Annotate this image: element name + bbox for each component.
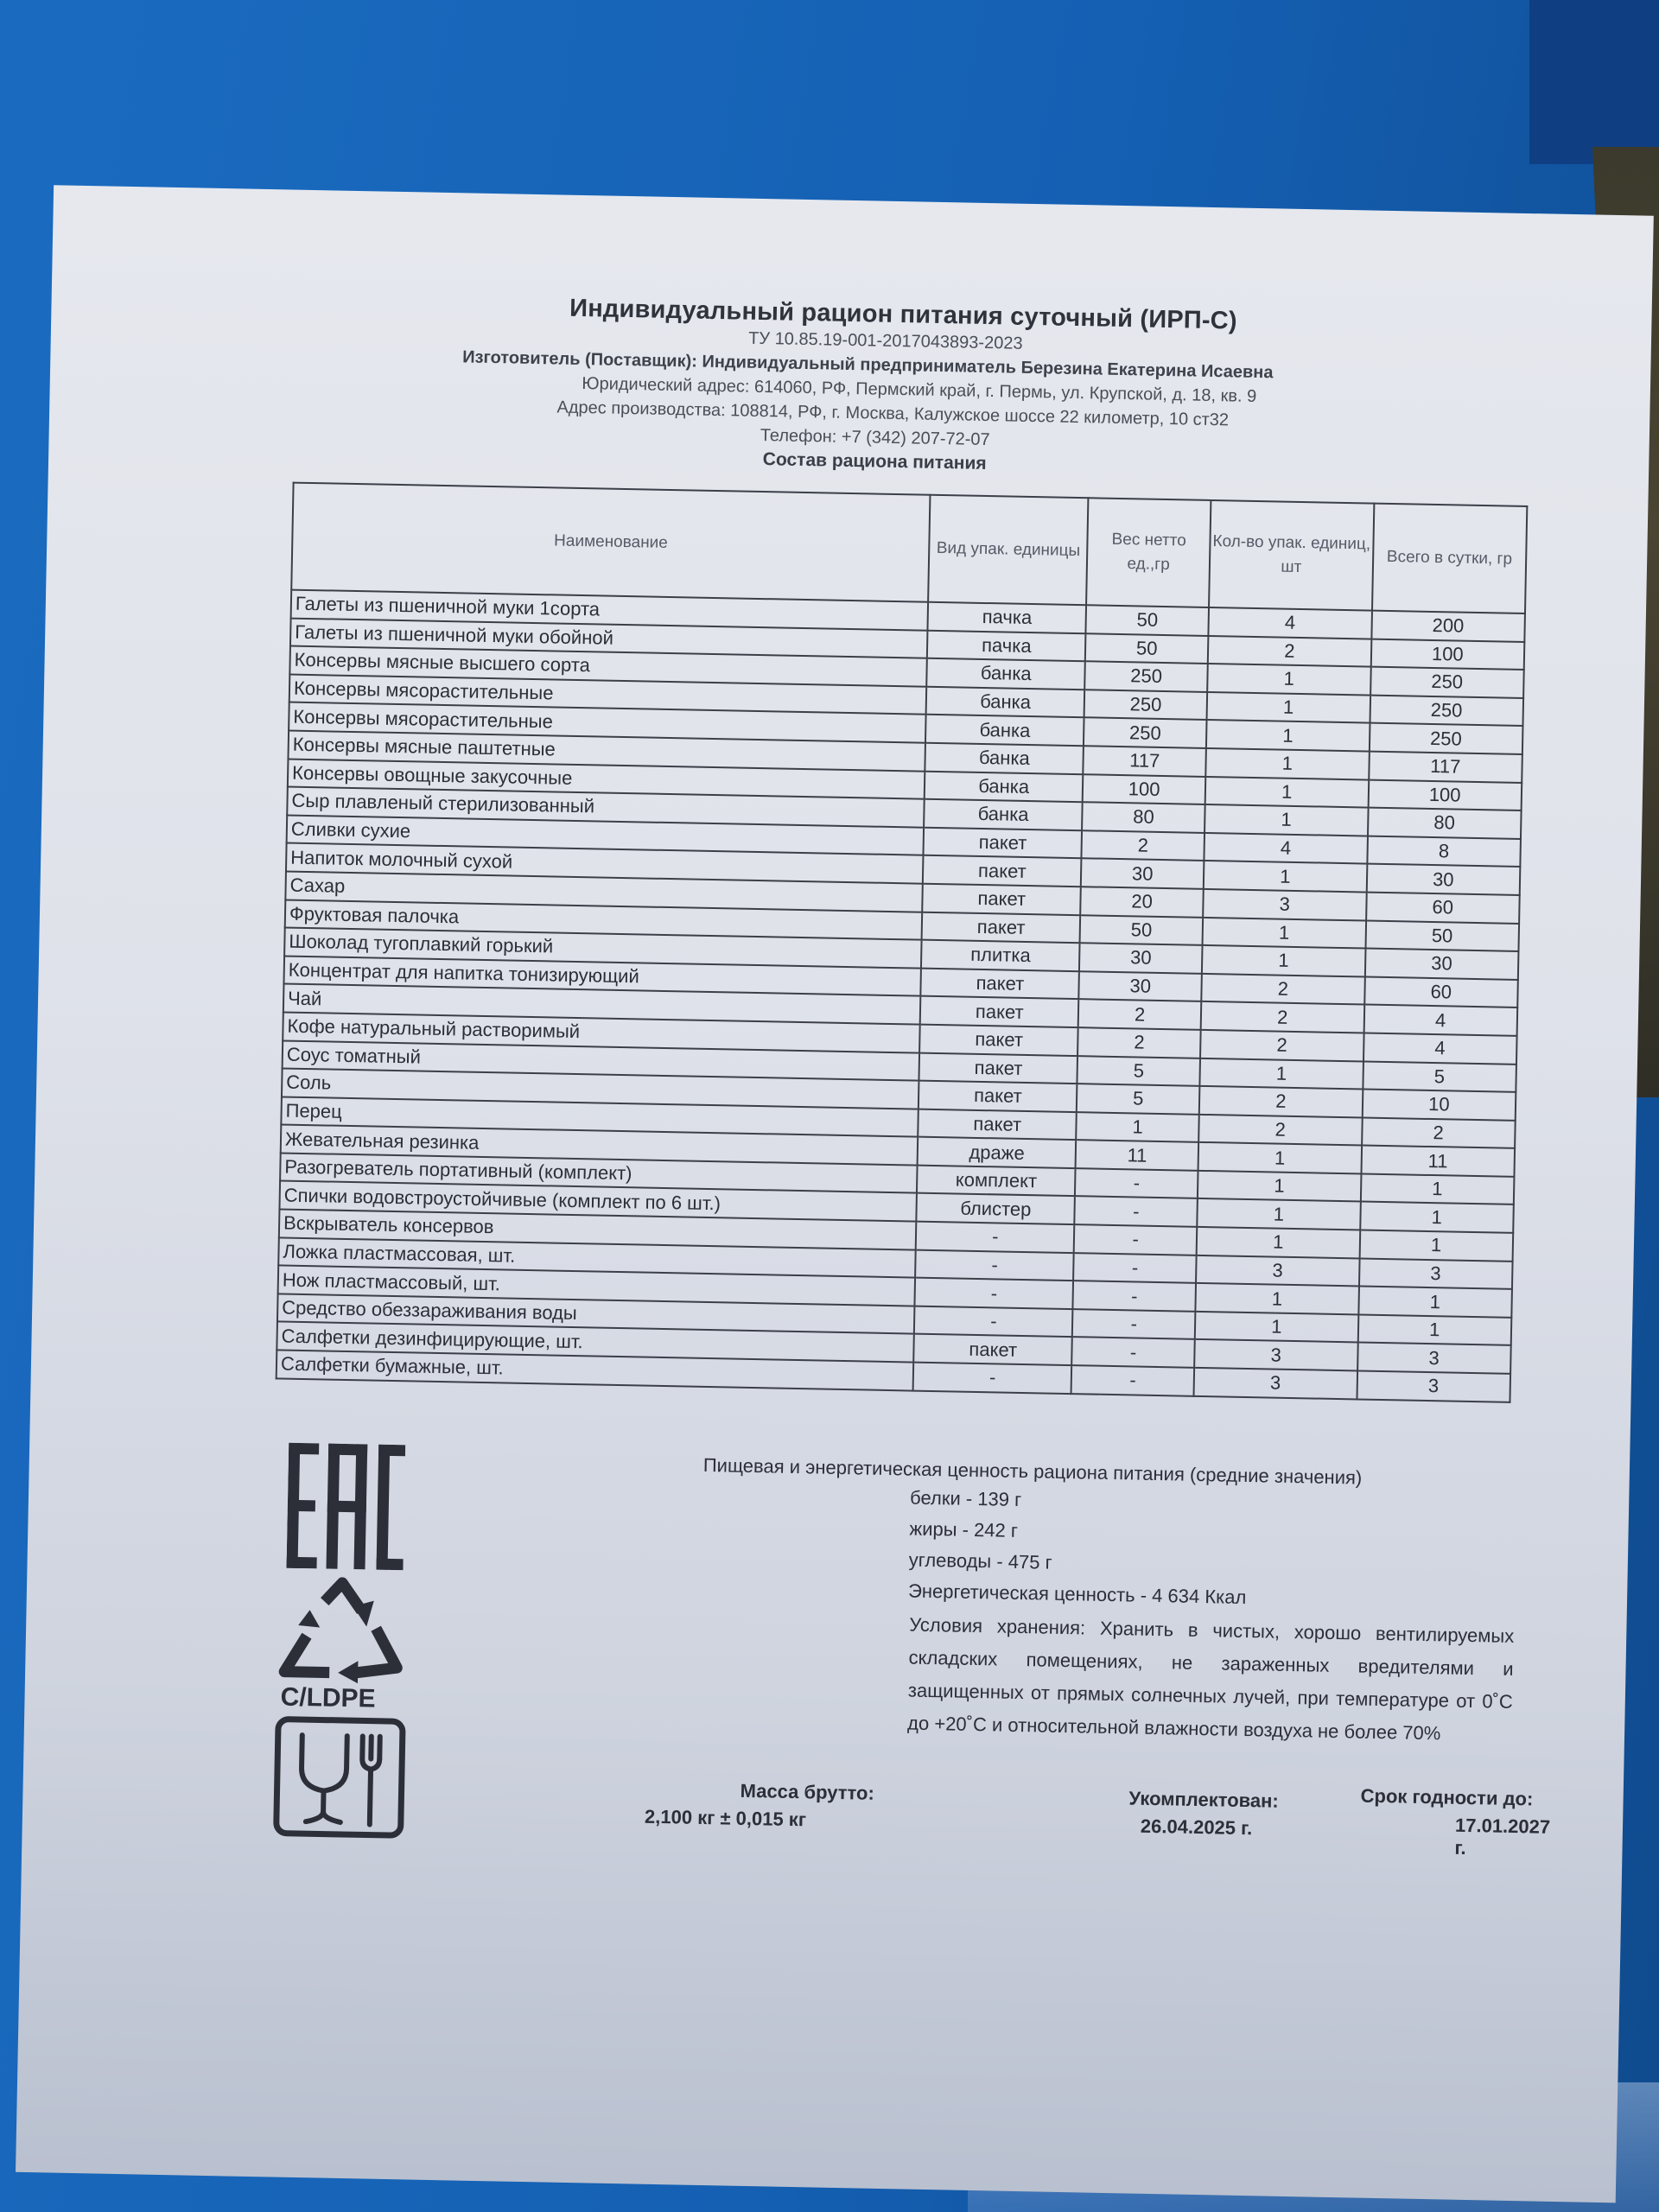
cell-net-weight: - [1074, 1224, 1198, 1255]
cell-pack-type: - [915, 1249, 1074, 1281]
cell-net-weight: - [1072, 1309, 1196, 1339]
cell-item-name: Салфетки дезинфицирующие, шт. [276, 1322, 914, 1363]
cell-pack-count: 2 [1201, 1001, 1364, 1033]
cell-item-name: Салфетки бумажные, шт. [276, 1350, 914, 1390]
cell-item-name: Шоколад тугоплавкий горький [284, 928, 922, 969]
cell-net-weight: 1 [1076, 1112, 1199, 1142]
header-qty: Кол-во упак. единиц, шт [1209, 500, 1374, 611]
cell-pack-type: пакет [922, 884, 1081, 915]
cell-net-weight: 2 [1078, 999, 1202, 1029]
cell-item-name: Галеты из пшеничной муки обойной [290, 618, 928, 658]
cell-net-weight: 30 [1079, 971, 1203, 1001]
cell-net-weight: 50 [1080, 915, 1204, 945]
cell-pack-type: - [915, 1278, 1074, 1309]
cell-daily-total: 117 [1369, 752, 1522, 783]
cell-item-name: Сливки сухие [287, 815, 925, 855]
expiry-date-value: 17.01.2027 г. [1454, 1814, 1551, 1859]
cell-pack-type: пакет [913, 1334, 1072, 1365]
recycle-icon [276, 1574, 407, 1685]
cell-net-weight: - [1071, 1338, 1195, 1368]
cell-pack-type: банка [926, 687, 1085, 718]
cell-item-name: Жевательная резинка [281, 1125, 918, 1166]
ration-label-sheet [16, 185, 1654, 2202]
cell-pack-type: банка [926, 658, 1085, 690]
cell-pack-count: 2 [1198, 1115, 1362, 1146]
header-pack: Вид упак. единицы [928, 495, 1088, 605]
gross-mass-label: Масса брутто: [740, 1779, 875, 1804]
nutrition-protein: белки - 139 г [909, 1486, 1022, 1511]
cell-net-weight: - [1073, 1253, 1197, 1283]
cell-pack-type: пакет [922, 912, 1081, 943]
table-caption: Состав рациона питания [762, 449, 987, 474]
cell-net-weight: 11 [1076, 1140, 1199, 1170]
cell-net-weight: 50 [1086, 605, 1210, 635]
nutrition-energy: Энергетическая ценность - 4 634 Ккал [907, 1580, 1247, 1609]
cell-item-name: Вскрыватель консервов [279, 1210, 917, 1250]
cell-net-weight: 2 [1077, 1027, 1201, 1058]
cell-pack-type: банка [925, 743, 1084, 774]
cell-pack-count: 2 [1201, 974, 1364, 1005]
cell-daily-total: 2 [1362, 1117, 1516, 1148]
nutrition-list [908, 1483, 1550, 1619]
cell-item-name: Соус томатный [283, 1040, 920, 1081]
cell-daily-total: 250 [1369, 723, 1522, 754]
cell-daily-total: 1 [1358, 1287, 1512, 1318]
packed-date-label: Укомплектован: [1128, 1787, 1279, 1812]
cell-pack-type: комплект [917, 1165, 1076, 1196]
nutrition-fat: жиры - 242 г [909, 1517, 1019, 1541]
cell-pack-count: 3 [1194, 1368, 1357, 1399]
cell-daily-total: 8 [1367, 836, 1521, 867]
cell-daily-total: 5 [1363, 1061, 1516, 1092]
cell-net-weight: 30 [1081, 859, 1205, 889]
cell-pack-count: 1 [1203, 917, 1366, 948]
document-title: Индивидуальный рацион питания суточный (ИРП-С) [569, 294, 1238, 335]
cell-item-name: Кофе натуральный растворимый [283, 1012, 920, 1052]
cell-net-weight: 20 [1080, 887, 1204, 917]
cell-daily-total: 1 [1357, 1314, 1511, 1345]
cell-pack-count: 3 [1194, 1339, 1357, 1370]
gross-mass [645, 1778, 874, 1833]
cell-daily-total: 100 [1368, 779, 1522, 810]
cell-pack-count: 1 [1198, 1171, 1361, 1202]
header-net: Вес нетто ед.,гр [1086, 498, 1211, 607]
cell-pack-type: пакет [923, 855, 1082, 887]
cell-pack-count: 1 [1205, 777, 1369, 808]
phone: Телефон: +7 (342) 207-72-07 [760, 425, 990, 450]
cell-item-name: Чай [283, 984, 921, 1025]
cell-pack-type: - [916, 1222, 1075, 1253]
cell-daily-total: 250 [1370, 667, 1524, 698]
cell-pack-count: 1 [1202, 945, 1365, 976]
cell-pack-count: 4 [1209, 607, 1372, 639]
cell-daily-total: 11 [1361, 1146, 1515, 1177]
cell-pack-count: 2 [1199, 1086, 1363, 1117]
gross-mass-value: 2,100 кг ± 0,015 кг [644, 1805, 807, 1831]
cell-pack-type: пакет [924, 827, 1083, 858]
cell-item-name: Консервы мясорастительные [289, 702, 926, 743]
cell-pack-count: 1 [1197, 1198, 1360, 1230]
eac-mark-icon [286, 1443, 405, 1571]
cell-pack-count: 1 [1205, 748, 1369, 779]
cell-daily-total: 100 [1370, 639, 1524, 670]
cell-pack-count: 1 [1205, 804, 1368, 836]
background-crate-edge [1529, 0, 1659, 164]
cell-pack-type: пакет [919, 1025, 1078, 1056]
cell-net-weight: 250 [1084, 718, 1207, 748]
footer-info [644, 1778, 1561, 1873]
packed-date-value: 26.04.2025 г. [1140, 1815, 1253, 1840]
cell-daily-total: 4 [1363, 1005, 1517, 1036]
cell-net-weight: 2 [1082, 830, 1205, 861]
cell-pack-type: банка [924, 799, 1083, 830]
cell-net-weight: - [1074, 1197, 1198, 1227]
cell-pack-type: банка [925, 771, 1084, 802]
cell-pack-type: плитка [921, 940, 1080, 971]
cell-item-name: Консервы овощные закусочные [288, 759, 925, 799]
storage-conditions: Условия хранения: Хранить в чистых, хорошо вентилируемых складских помещениях, не зараженных вредителями и защищенных от прямых солнечных лучей, при температуре от 0˚С до +20˚С и относительной влажности воздуха не более 70% [906, 1613, 1515, 1745]
cell-pack-type: пакет [918, 1109, 1077, 1140]
table-body [276, 590, 1525, 1402]
cell-pack-type: пакет [918, 1081, 1077, 1112]
cell-net-weight: 5 [1077, 1056, 1201, 1086]
nutrition-carbs: углеводы - 475 г [908, 1548, 1052, 1573]
cell-item-name: Концентрат для напитка тонизирующий [283, 956, 921, 996]
cell-daily-total: 1 [1359, 1230, 1513, 1262]
cell-pack-count: 1 [1206, 720, 1370, 751]
cell-item-name: Консервы мясные высшего сорта [289, 646, 927, 687]
nutrition-section [698, 1452, 1550, 1752]
cell-item-name: Нож пластмассовый, шт. [278, 1266, 916, 1306]
cell-net-weight: - [1073, 1281, 1197, 1311]
cell-net-weight: 250 [1084, 661, 1208, 691]
cell-item-name: Консервы мясорастительные [289, 674, 927, 715]
cell-pack-count: 3 [1203, 889, 1366, 920]
cell-pack-count: 1 [1207, 664, 1370, 695]
cell-item-name: Соль [282, 1069, 919, 1109]
cell-pack-type: - [914, 1306, 1073, 1337]
cell-item-name: Фруктовая палочка [285, 899, 923, 940]
cell-pack-count: 1 [1196, 1283, 1359, 1314]
cell-pack-count: 1 [1197, 1227, 1360, 1258]
cell-daily-total: 200 [1371, 611, 1525, 642]
cell-daily-total: 3 [1357, 1370, 1510, 1402]
cell-pack-count: 1 [1204, 861, 1367, 892]
recycle-code: C/LDPE [280, 1682, 376, 1713]
cell-daily-total: 1 [1360, 1202, 1514, 1233]
cell-item-name: Перец [281, 1096, 918, 1137]
cell-pack-count: 4 [1205, 833, 1368, 864]
certification-marks [273, 1443, 419, 1840]
cell-net-weight: 100 [1083, 774, 1206, 804]
cell-item-name: Средство обеззараживания воды [277, 1294, 915, 1334]
cell-daily-total: 30 [1364, 949, 1518, 980]
header-total: Всего в сутки, гр [1372, 504, 1528, 613]
legal-address: Юридический адрес: 614060, РФ, Пермский край, г. Пермь, ул. Крупской, д. 18, кв. 9 [582, 374, 1257, 406]
cell-pack-type: драже [918, 1137, 1077, 1168]
nutrition-title: Пищевая и энергетическая ценность рациона питания (средние значения) [702, 1453, 1363, 1489]
cell-item-name: Консервы мясные паштетные [288, 731, 925, 772]
cell-item-name: Галеты из пшеничной муки 1сорта [291, 590, 929, 631]
document-header [48, 284, 1651, 487]
cell-daily-total: 3 [1357, 1343, 1511, 1374]
cell-item-name: Спички водовстроустойчивые (комплект по 6 шт.) [279, 1181, 917, 1222]
cell-pack-count: 3 [1196, 1255, 1359, 1286]
manufacturer: Изготовитель (Поставщик): Индивидуальный предприниматель Березина Екатерина Исаевна [461, 347, 1274, 383]
cell-pack-count: 1 [1207, 692, 1370, 723]
cell-pack-count: 2 [1200, 1030, 1363, 1061]
cell-pack-type: пачка [928, 602, 1087, 633]
cell-pack-type: пакет [921, 968, 1080, 999]
cell-daily-total: 80 [1368, 808, 1522, 839]
cell-net-weight: 250 [1084, 690, 1208, 720]
production-address: Адрес производства: 108814, РФ, г. Москва, Калужское шоссе 22 километр, 10 ст32 [556, 397, 1230, 430]
header-name: Наименование [291, 483, 931, 602]
cell-pack-count: 1 [1200, 1058, 1363, 1089]
cell-item-name: Ложка пластмассовая, шт. [278, 1237, 916, 1278]
expiry-date [1359, 1785, 1561, 1861]
cell-net-weight: 30 [1079, 943, 1203, 973]
cell-daily-total: 4 [1363, 1033, 1517, 1064]
cell-pack-type: пачка [927, 630, 1086, 661]
cell-net-weight: 117 [1084, 746, 1207, 776]
cell-daily-total: 250 [1370, 695, 1523, 726]
packed-date [1128, 1787, 1279, 1840]
cell-pack-type: пакет [919, 1052, 1078, 1084]
cell-daily-total: 3 [1359, 1258, 1513, 1289]
cell-pack-count: 1 [1198, 1142, 1362, 1173]
composition-table [276, 482, 1529, 1403]
food-safe-icon [273, 1715, 407, 1839]
cell-pack-type: блистер [917, 1193, 1076, 1224]
cell-item-name: Сахар [285, 871, 923, 912]
cell-pack-count: 2 [1208, 636, 1371, 667]
cell-pack-type: - [913, 1363, 1072, 1394]
cell-daily-total: 1 [1360, 1173, 1514, 1205]
cell-item-name: Разогреватель портативный (комплект) [280, 1153, 918, 1193]
cell-daily-total: 60 [1366, 892, 1520, 923]
cell-item-name: Сыр плавленый стерилизованный [287, 787, 925, 828]
cell-daily-total: 10 [1362, 1090, 1516, 1121]
cell-daily-total: 30 [1366, 864, 1520, 895]
cell-pack-count: 1 [1195, 1312, 1358, 1343]
spec-number: ТУ 10.85.19-001-2017043893-2023 [747, 328, 1023, 353]
cell-net-weight: 50 [1085, 633, 1209, 664]
cell-pack-type: банка [925, 715, 1084, 746]
cell-net-weight: 5 [1077, 1084, 1200, 1114]
cell-net-weight: - [1071, 1365, 1195, 1395]
cell-item-name: Напиток молочный сухой [286, 843, 924, 884]
cell-daily-total: 60 [1364, 976, 1518, 1007]
cell-pack-type: пакет [920, 996, 1079, 1027]
cell-net-weight: 80 [1082, 802, 1205, 832]
cell-net-weight: - [1075, 1168, 1198, 1198]
cell-daily-total: 50 [1365, 920, 1519, 951]
expiry-date-label: Срок годности до: [1360, 1784, 1534, 1810]
